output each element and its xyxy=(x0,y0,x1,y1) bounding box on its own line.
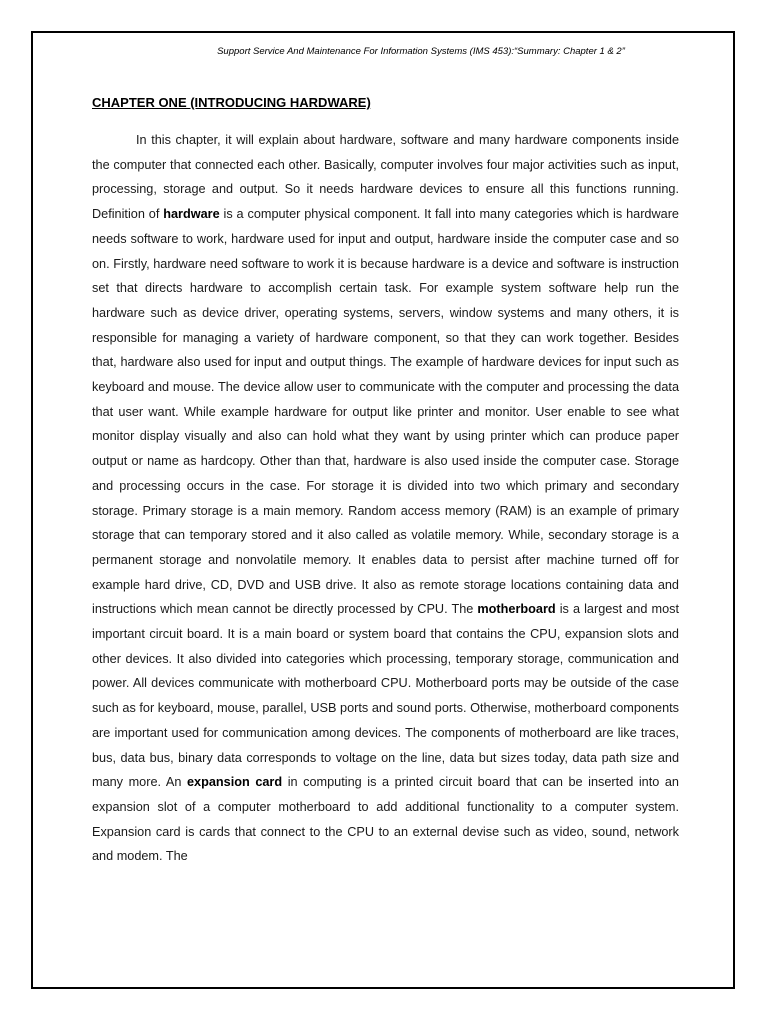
body-paragraph xyxy=(92,128,679,869)
paragraph-text: is a largest and most important circuit board. It is a main board or system board that contains the CPU, expansion slots and other devices. It also divided into categories which processing, temporary storage, communication and power. All devices communicate with motherboard CPU. Motherboard ports may be outside of the case such as for keyboard, mouse, parallel, USB ports and sound ports. Otherwise, motherboard components are important used for communication among devices. The components of motherboard are like traces, bus, data bus, binary data corresponds to voltage on the line, data but sizes today, data path size and many more. An xyxy=(92,602,679,790)
term-hardware: hardware xyxy=(163,207,220,222)
term-expansion-card: expansion card xyxy=(187,775,283,790)
running-header: Support Service And Maintenance For Information Systems (IMS 453):“Summary: Chapter 1 & 2” xyxy=(217,46,625,57)
paragraph-text: In this chapter, it will explain about hardware, software and many hardware components inside the computer that connected each other. Basically, computer involves four major activities such as input, processing, storage and output. So it needs hardware devices to ensure all this functions running. Definition of xyxy=(92,133,679,222)
paragraph-text: is a computer physical component. It fall into many categories which is hardware needs software to work, hardware used for input and output, hardware inside the computer case and so on. Firstly, hardware need software to work it is because hardware is a device and software is instruction set that directs hardware to accomplish certain task. For example system software help run the hardware such as device driver, operating systems, servers, window systems and many others, it is responsible for managing a variety of hardware component, so that they can work together. Besides that, hardware also used for input and output things. The example of hardware devices for input such as keyboard and mouse. The device allow user to communicate with the computer and processing the data that user want. While example hardware for output like printer and monitor. User enable to see what monitor display visually and also can hold what they want by using printer which can produce paper output or name as hardcopy. Other than that, hardware is also used inside the computer case. Storage and processing occurs in the case. For storage it is divided into two which primary and secondary storage. Primary storage is a main memory. Random access memory (RAM) is an example of primary storage that can temporary stored and it also called as volatile memory. While, secondary storage is a permanent storage and nonvolatile memory. It enables data to persist after machine turned off for example hard drive, CD, DVD and USB drive. It also as remote storage locations containing data and instructions which mean cannot be directly processed by CPU. The xyxy=(92,207,679,617)
chapter-heading: CHAPTER ONE (INTRODUCING HARDWARE) xyxy=(92,95,371,110)
document-page xyxy=(31,31,735,989)
paragraph-text: in computing is a printed circuit board that can be inserted into an expansion slot of a computer motherboard to add additional functionality to a computer system. Expansion card is cards that connect to the CPU to an external devise such as video, sound, network and modem. The xyxy=(92,775,679,864)
term-motherboard: motherboard xyxy=(477,602,556,617)
